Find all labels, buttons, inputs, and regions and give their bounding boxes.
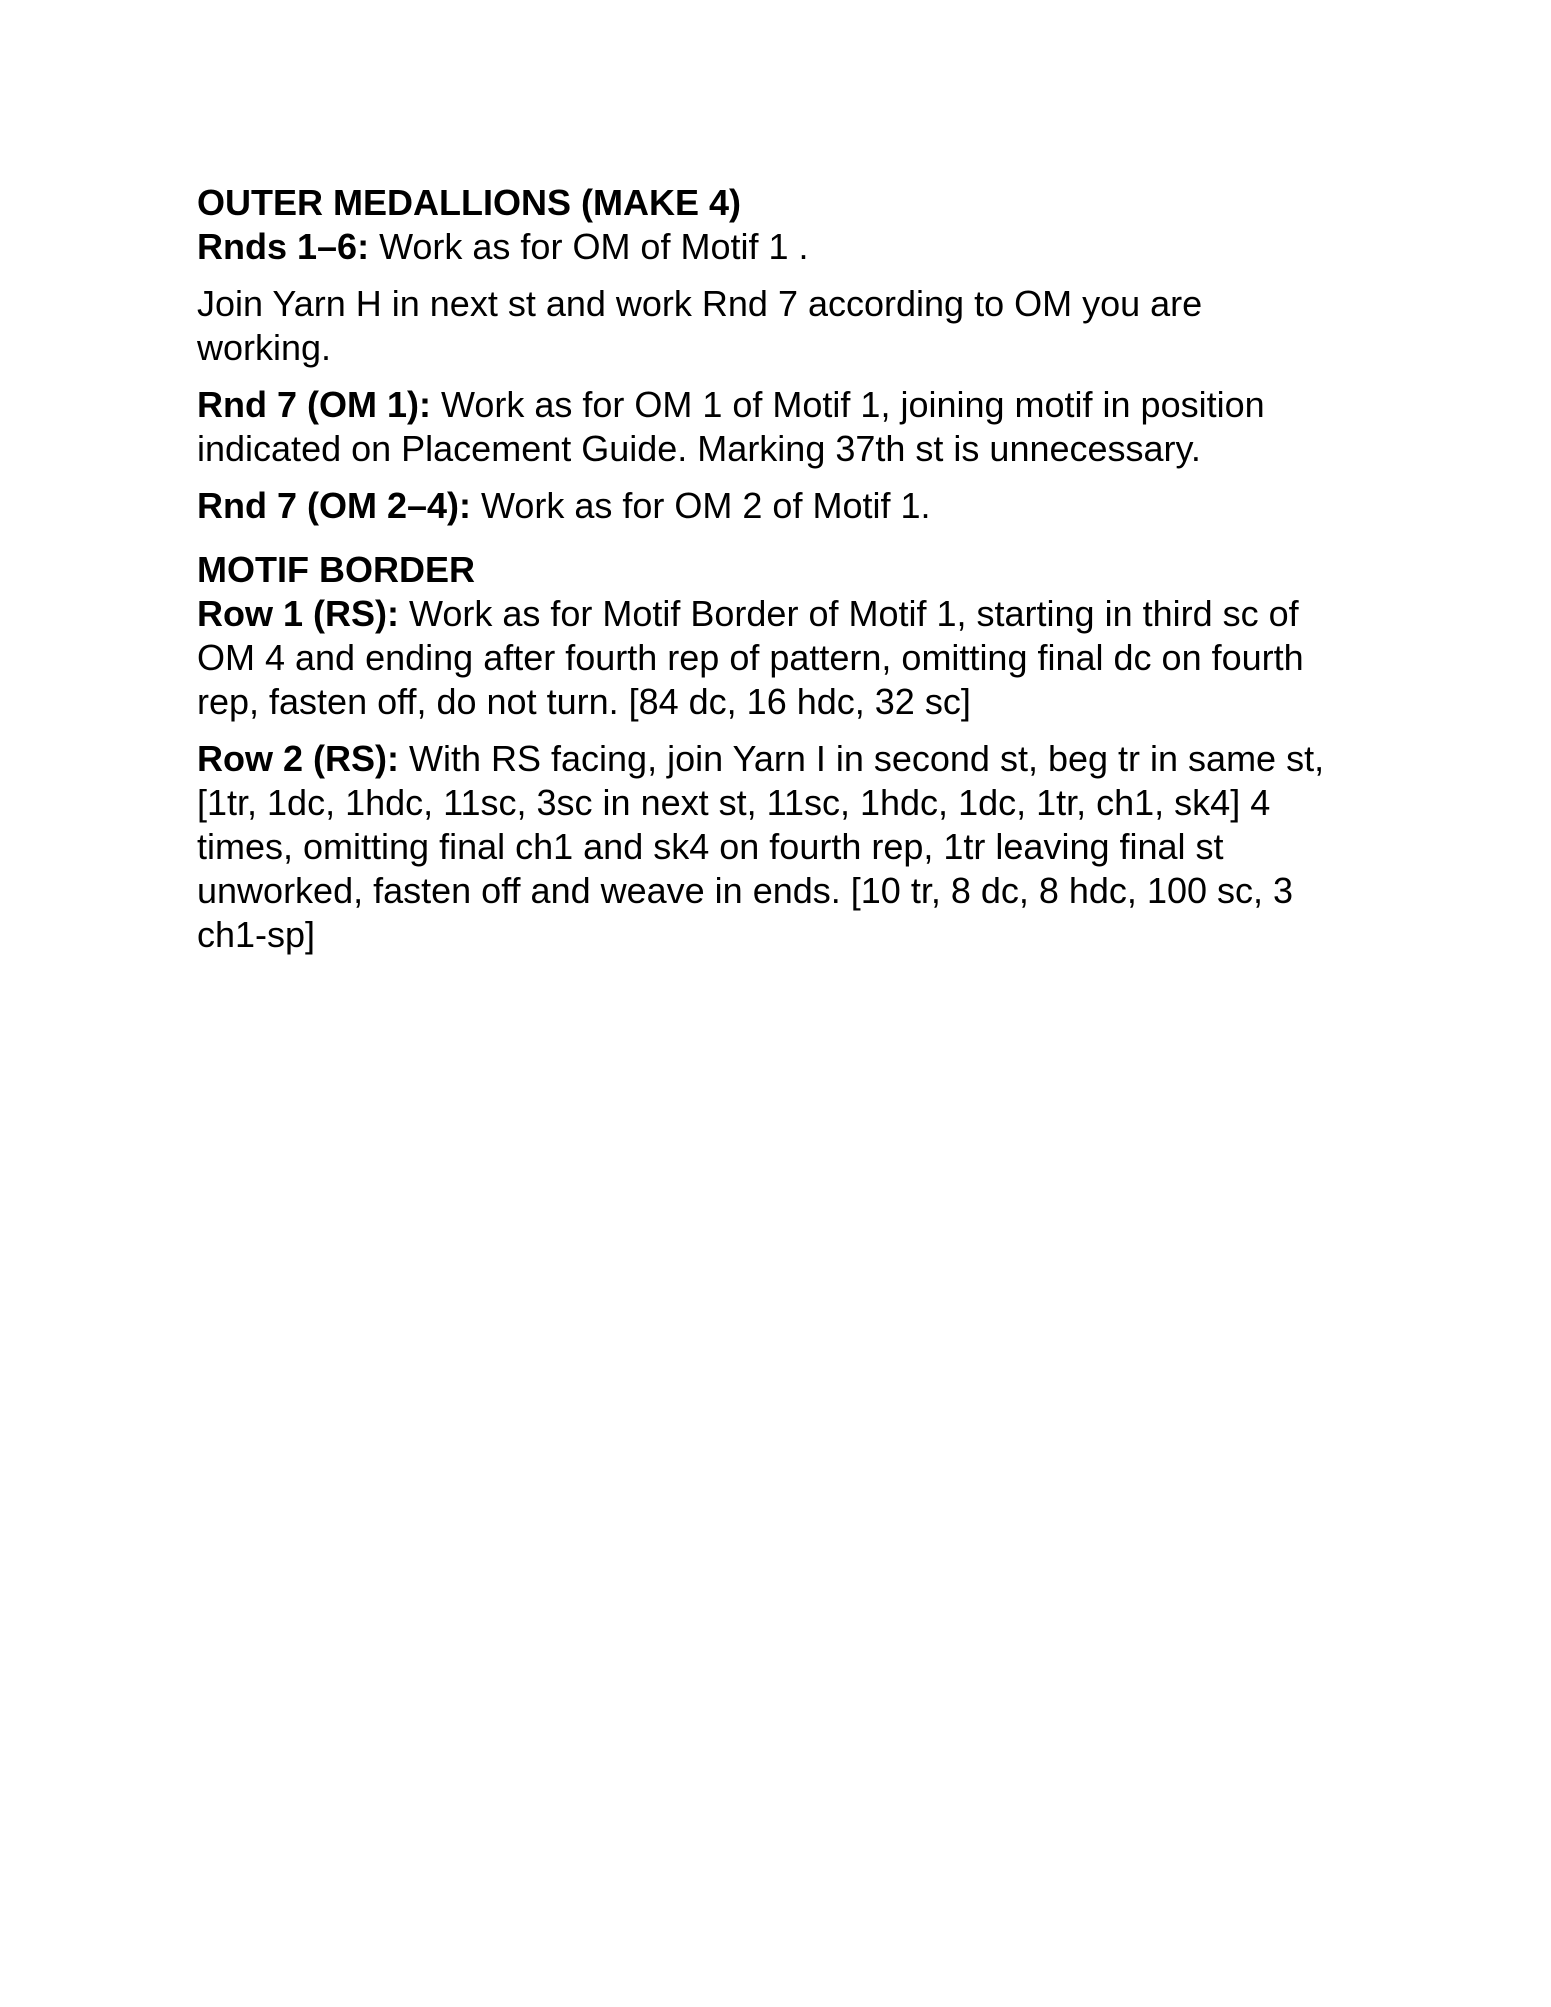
section-motif-border xyxy=(197,548,1337,957)
row-2-rs-text: With RS facing, join Yarn I in second st, beg tr in same st, [1tr, 1dc, 1hdc, 11sc, 3sc in next st, 11sc, 1hdc, 1dc, 1tr, ch1, sk4] 4 times, omitting final ch1 and sk4 on fourth rep, 1tr leaving final st unworked, fasten off and weave in ends. [10 tr, 8 dc, 8 hdc, 100 sc, 3 ch1-sp] xyxy=(197,738,1325,955)
row-1-rs-paragraph xyxy=(197,592,1337,724)
join-yarn-h-paragraph xyxy=(197,282,1337,370)
outer-medallions-heading: OUTER MEDALLIONS (MAKE 4) xyxy=(197,182,741,223)
rnd-7-om-2-4-label: Rnd 7 (OM 2–4): xyxy=(197,485,482,526)
row-2-rs-paragraph xyxy=(197,737,1337,957)
motif-border-heading: MOTIF BORDER xyxy=(197,549,475,590)
rnd-7-om-2-4-text: Work as for OM 2 of Motif 1. xyxy=(481,485,931,526)
rnd-7-om-1-label: Rnd 7 (OM 1): xyxy=(197,384,441,425)
rnd-7-om-1-text: Work as for OM 1 of Motif 1, joining motif in position indicated on Placement Guide. Marking 37th st is unnecessary. xyxy=(197,384,1265,469)
document-content xyxy=(197,181,1337,970)
row-2-rs-label: Row 2 (RS): xyxy=(197,738,409,779)
rnd-7-om-2-4-paragraph xyxy=(197,484,1337,528)
rnds-1-6-label: Rnds 1–6: xyxy=(197,226,380,267)
row-1-rs-label: Row 1 (RS): xyxy=(197,593,409,634)
rnd-7-om-1-paragraph xyxy=(197,383,1337,471)
row-1-rs-text: Work as for Motif Border of Motif 1, starting in third sc of OM 4 and ending after fourth rep of pattern, omitting final dc on fourth rep, fasten off, do not turn. [84 dc, 16 hdc, 32 sc] xyxy=(197,593,1304,722)
section-outer-medallions xyxy=(197,181,1337,528)
rnds-1-6-text: Work as for OM of Motif 1 . xyxy=(379,226,809,267)
rnds-1-6-paragraph xyxy=(197,225,1337,269)
join-yarn-h-text: Join Yarn H in next st and work Rnd 7 according to OM you are working. xyxy=(197,283,1203,368)
